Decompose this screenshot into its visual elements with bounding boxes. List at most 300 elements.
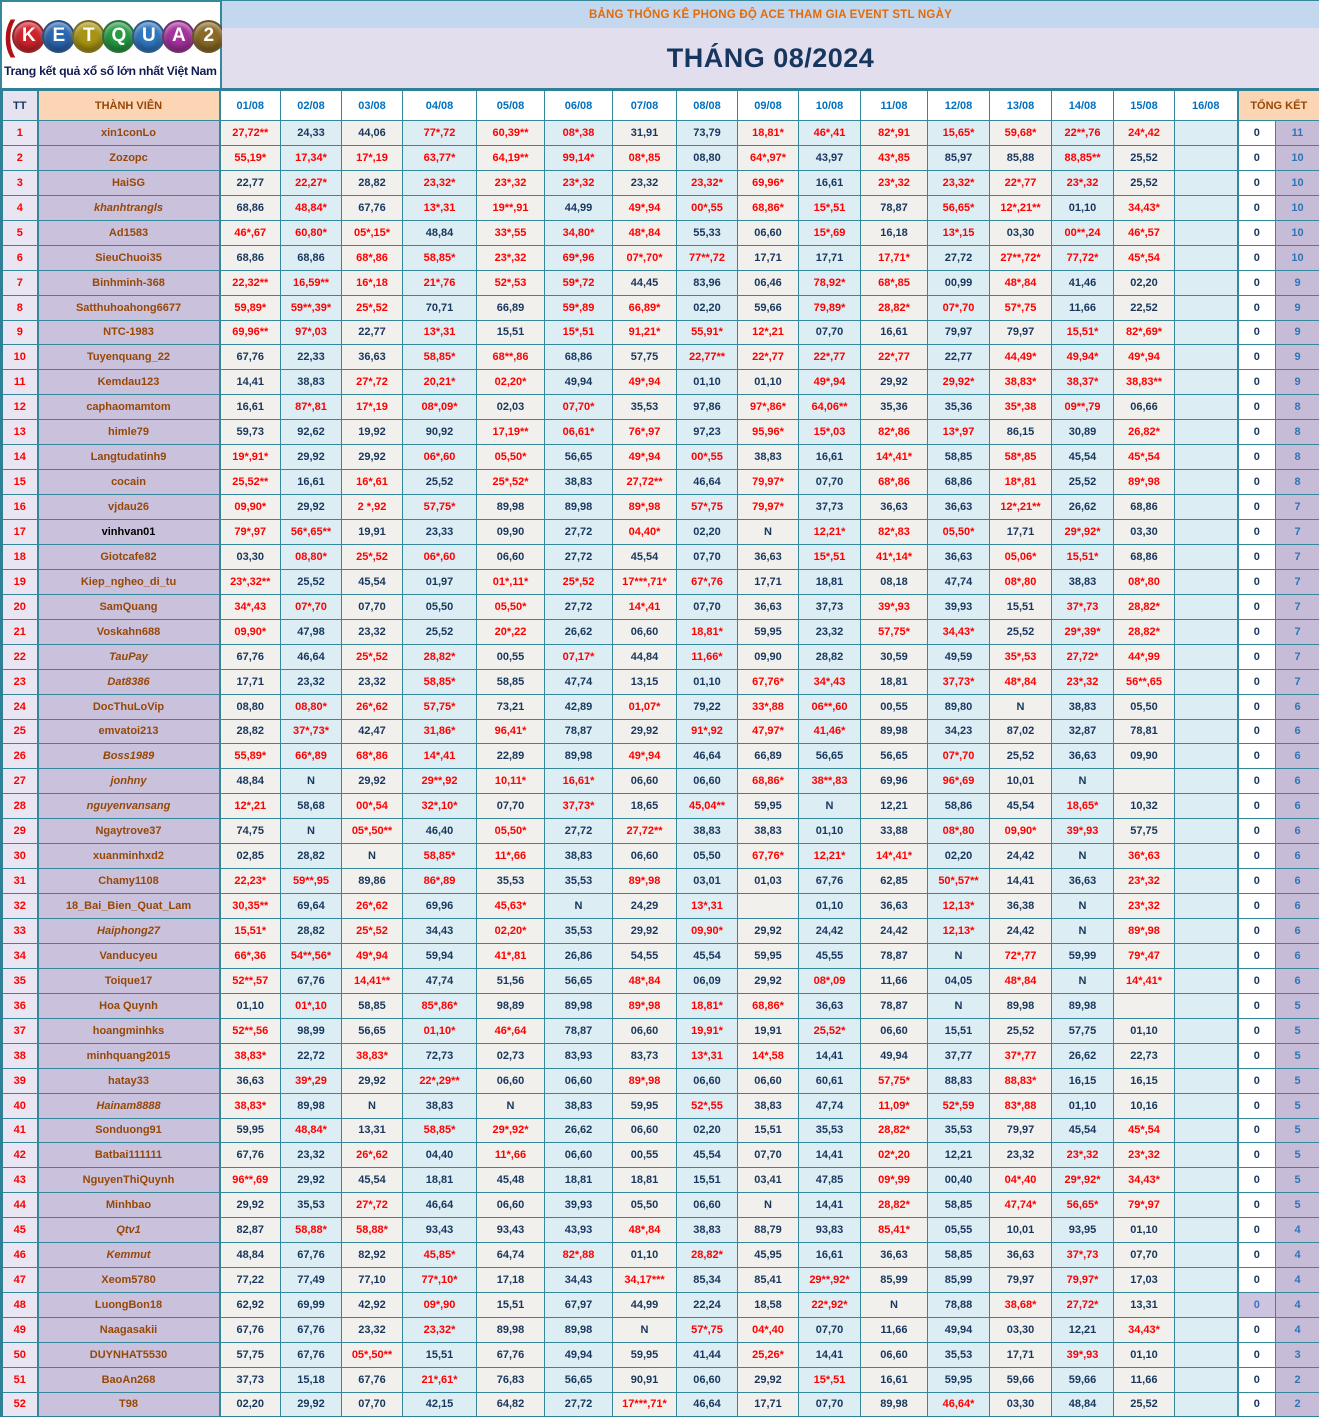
score-cell [545,420,613,445]
score-value: 11,09* [878,1099,910,1112]
score-cell [477,220,545,245]
score-value: 06,60 [630,775,659,788]
zero-cell: 0 [1238,769,1276,794]
member-name: DUYNHAT5530 [38,1342,220,1367]
score-cell [990,295,1052,320]
score-value: 18,81* [691,625,723,638]
score-value: 64*,97* [749,151,787,164]
score-value: 34,23 [944,725,973,738]
score-cell [403,270,477,295]
score-cell [477,445,545,470]
score-value: 49,94* [1066,351,1099,364]
table-row [2,520,1319,545]
score-value: 46,64 [425,1199,454,1212]
score-cell [990,1367,1052,1392]
score-cell [677,594,738,619]
score-cell [677,170,738,195]
score-value: 68*,85 [878,276,910,289]
score-cell [990,470,1052,495]
score-cell [403,1168,477,1193]
score-cell [677,270,738,295]
score-value: 24,42 [880,924,908,937]
table-row [2,769,1319,794]
score-value: 25,52 [1068,476,1097,489]
score-cell [545,569,613,594]
score-cell [1175,993,1238,1018]
score-cell [928,295,990,320]
score-cell [1052,894,1114,919]
row-number: 24 [2,694,38,719]
score-value: 23,32* [423,176,456,189]
score-cell [1175,445,1238,470]
score-cell [1175,1043,1238,1068]
total-cell: 10 [1276,245,1319,270]
score-value: 27,72 [944,251,973,264]
score-cell [799,968,861,993]
score-cell [281,594,342,619]
score-cell [220,694,281,719]
score-cell [613,794,677,819]
score-value: 45,54 [358,1174,386,1187]
score-value: 06,60 [693,1373,721,1386]
zero-cell: 0 [1238,195,1276,220]
score-value: 52**,57 [232,974,269,987]
score-cell [281,1367,342,1392]
score-cell [677,943,738,968]
score-value: 21*,76 [423,276,456,289]
total-cell: 9 [1276,270,1319,295]
score-cell [990,1168,1052,1193]
score-value: 37*,73 [1066,600,1099,613]
score-cell [1052,869,1114,894]
score-cell [861,445,928,470]
score-value: 24,42 [1006,850,1035,863]
score-cell [1175,794,1238,819]
score-cell [1052,370,1114,395]
score-cell [990,145,1052,170]
score-value: 10,01 [1006,1224,1035,1237]
score-cell [677,1143,738,1168]
score-cell [990,794,1052,819]
score-value: 85,88 [1006,151,1035,164]
score-cell [677,1318,738,1343]
score-cell [220,769,281,794]
score-cell [1175,320,1238,345]
table-row [2,145,1319,170]
score-value: 19,92 [358,426,386,439]
total-cell: 6 [1276,719,1319,744]
score-cell [799,669,861,694]
column-header-date-16-08: 16/08 [1175,90,1238,121]
score-cell [928,1218,990,1243]
score-value: 02,20 [944,850,973,863]
score-cell [928,520,990,545]
score-cell [613,844,677,869]
score-cell [990,869,1052,894]
score-value: 24,33 [297,126,325,139]
score-value: 67,97 [564,1299,593,1312]
score-value: 27,72** [232,126,269,139]
score-cell [342,420,403,445]
score-value: 79*,97 [234,525,267,538]
row-number: 33 [2,919,38,944]
score-value: 45,55 [815,949,844,962]
score-cell [281,370,342,395]
score-value: 07,70 [815,326,844,339]
score-cell [1114,1168,1175,1193]
score-cell [738,719,799,744]
score-cell [1114,170,1175,195]
score-cell [1052,819,1114,844]
score-value: 12,21 [1068,1323,1097,1336]
score-cell [1052,594,1114,619]
score-cell [1114,145,1175,170]
zero-cell: 0 [1238,270,1276,295]
table-row [2,445,1319,470]
total-cell: 7 [1276,619,1319,644]
zero-cell: 0 [1238,993,1276,1018]
score-value: 93,83 [815,1224,844,1237]
score-value: 45*,54 [1128,251,1160,264]
score-cell [342,968,403,993]
site-logo [0,0,222,88]
score-cell [281,295,342,320]
row-number: 38 [2,1043,38,1068]
score-cell [545,694,613,719]
score-cell [861,1268,928,1293]
member-name: NTC-1983 [38,320,220,345]
score-value: 37,77 [944,1049,973,1062]
score-value: 74,75 [236,825,265,838]
score-value: 45,54 [1006,800,1035,813]
score-value: 29,92 [358,1074,386,1087]
score-cell [613,145,677,170]
score-value: 16,61 [236,401,265,414]
score-value: 36,63 [358,351,386,364]
score-cell [403,470,477,495]
score-cell [477,769,545,794]
total-cell: 4 [1276,1218,1319,1243]
score-value: 30,59 [880,650,908,663]
row-number: 46 [2,1243,38,1268]
score-value: 08,80 [693,151,721,164]
score-value: 08,80* [295,700,327,713]
score-value: 22*,77 [878,351,910,364]
score-cell [738,420,799,445]
zero-cell: 0 [1238,420,1276,445]
score-value: 32*,10* [421,800,458,813]
table-row [2,894,1319,919]
table-row [2,1043,1319,1068]
score-value: 36,63 [944,550,973,563]
score-value: 16,59** [292,276,330,289]
score-cell [220,968,281,993]
score-cell [738,1243,799,1268]
score-value: 68,86* [752,999,784,1012]
score-cell [799,1068,861,1093]
score-value: 08*,38 [562,126,595,139]
score-value: 59,94 [425,949,454,962]
score-cell [799,1093,861,1118]
score-cell [990,993,1052,1018]
total-cell: 5 [1276,1193,1319,1218]
table-row [2,943,1319,968]
score-value: 06,60 [880,1348,908,1361]
score-value: 59,66 [1068,1373,1097,1386]
score-value: 34,43 [425,924,454,937]
score-value: 12*,21** [1000,501,1041,514]
score-cell [545,1367,613,1392]
member-name: Sonduong91 [38,1118,220,1143]
score-value: 67,76 [236,1323,265,1336]
score-cell [403,619,477,644]
score-value: 52**,56 [232,1024,269,1037]
score-cell [1052,1392,1114,1417]
score-cell [403,919,477,944]
score-cell [342,345,403,370]
score-cell [799,1293,861,1318]
score-value: 44,99 [630,1299,659,1312]
score-value: 02*,20 [878,1149,910,1162]
score-value: 22,73 [1130,1049,1158,1062]
score-value: 24,42 [1006,924,1035,937]
score-cell [799,420,861,445]
score-value: 17,18 [496,1274,525,1287]
score-value: 91*,92 [691,725,723,738]
score-cell [861,1068,928,1093]
score-value: 54**,56* [290,949,332,962]
score-cell [738,1018,799,1043]
score-value: 12*,21** [1000,201,1041,214]
score-cell [990,1118,1052,1143]
score-value: 49,59 [944,650,973,663]
score-cell [545,844,613,869]
score-cell [1114,819,1175,844]
score-value: 79,97* [1066,1274,1099,1287]
score-cell [1052,1342,1114,1367]
score-cell [342,569,403,594]
score-value: 13*,15 [942,226,975,239]
score-value: 49,94 [880,1049,908,1062]
score-cell [738,1143,799,1168]
score-value: 06,66 [1130,401,1158,414]
score-value: 01,10 [1068,1099,1097,1112]
score-cell [1175,195,1238,220]
score-value: 13*,97 [942,426,975,439]
score-value: 18,81 [815,575,844,588]
score-value: 46,64 [297,650,325,663]
score-value: 09,90* [691,924,723,937]
score-value: 68,86 [236,251,265,264]
row-number: 40 [2,1093,38,1118]
score-cell [613,869,677,894]
score-value: 89*,98 [628,875,661,888]
score-value: 22,72 [297,1049,325,1062]
score-value: 83,73 [630,1049,659,1062]
score-value: 41,46 [1068,276,1097,289]
member-name: hoangminhks [38,1018,220,1043]
score-value: 23,32 [815,625,844,638]
score-cell [477,520,545,545]
score-cell [1175,968,1238,993]
score-value: 67,76 [815,875,844,888]
score-cell [677,544,738,569]
score-value: 25*,52 [356,550,388,563]
score-value: 18,81 [880,675,908,688]
total-cell: 7 [1276,594,1319,619]
score-value: 14,41 [815,1348,844,1361]
zero-cell: 0 [1238,594,1276,619]
score-cell [677,894,738,919]
column-header-row [2,90,1319,121]
row-number: 18 [2,544,38,569]
score-value: 24,29 [630,900,659,913]
total-cell: 10 [1276,220,1319,245]
score-cell [342,445,403,470]
score-value: 36,63 [1068,750,1097,763]
score-cell [403,245,477,270]
score-value: 22,33 [297,351,325,364]
score-cell [799,694,861,719]
score-value: 01,10 [1130,1024,1158,1037]
score-value: 58,85 [944,451,973,464]
row-number: 47 [2,1268,38,1293]
score-value: 98,99 [297,1024,325,1037]
score-cell [990,569,1052,594]
total-cell: 10 [1276,195,1319,220]
score-cell [990,844,1052,869]
score-value: 01,97 [425,575,454,588]
score-cell [281,495,342,520]
score-value: 36,63 [944,501,973,514]
score-value: 08*,80 [1128,575,1160,588]
score-value: 28,82 [236,725,265,738]
score-cell [1052,1068,1114,1093]
score-cell [613,619,677,644]
score-cell [738,195,799,220]
score-value: 06,60 [754,1074,782,1087]
score-cell [738,1193,799,1218]
score-cell [477,1118,545,1143]
score-cell [613,1018,677,1043]
score-value: 06,60 [564,1074,593,1087]
score-value: 03,30 [236,550,265,563]
score-value: 23,32 [1006,1149,1035,1162]
score-cell [861,894,928,919]
score-value: 34,17*** [624,1274,665,1287]
score-cell [990,270,1052,295]
score-value: 25,52 [1006,625,1035,638]
score-cell [738,145,799,170]
score-cell [545,1043,613,1068]
score-value: 06,60 [496,1074,525,1087]
score-cell [799,445,861,470]
score-value: 88,85** [1064,151,1101,164]
score-value: 23,32 [297,1149,325,1162]
score-cell [990,819,1052,844]
score-cell [545,544,613,569]
score-value: 38,83 [693,825,721,838]
score-cell [545,1218,613,1243]
score-cell [281,1018,342,1043]
score-value: 58,85 [496,675,525,688]
score-value: 46,64 [693,476,721,489]
zero-cell: 0 [1238,1068,1276,1093]
score-value: N [954,999,963,1012]
score-cell [477,1068,545,1093]
score-cell [1052,1318,1114,1343]
score-value: 49*,94 [628,750,661,763]
score-value: 01,07* [628,700,661,713]
score-cell [1052,320,1114,345]
score-cell [613,220,677,245]
score-cell [613,669,677,694]
score-value: 00*,55 [691,201,723,214]
table-row [2,420,1319,445]
score-cell [613,495,677,520]
column-header-date-07-08: 07/08 [613,90,677,121]
score-cell [342,1143,403,1168]
score-value: 50*,57** [938,875,979,888]
score-value: 79*,97 [1128,1199,1160,1212]
score-value: 15*,69 [813,226,846,239]
score-value: 01,10 [815,825,844,838]
score-cell [1114,1018,1175,1043]
score-value: 11*,66 [494,850,527,863]
score-value: 03,01 [693,875,721,888]
score-value: 67,76 [236,1149,265,1162]
score-cell [281,869,342,894]
score-cell [281,619,342,644]
score-cell [738,544,799,569]
score-cell [738,1043,799,1068]
score-value: 46,40 [425,825,454,838]
score-value: 22*,29** [419,1074,460,1087]
score-value: 13,31 [1130,1299,1158,1312]
score-value: 34,43* [1128,1174,1160,1187]
member-name: Chamy1108 [38,869,220,894]
score-cell [861,320,928,345]
zero-cell: 0 [1238,943,1276,968]
member-name: Binhminh-368 [38,270,220,295]
score-cell [403,769,477,794]
score-cell [545,794,613,819]
score-value: 28,82 [358,176,386,189]
row-number: 43 [2,1168,38,1193]
score-cell [281,1218,342,1243]
score-value: 24*,42 [1128,126,1160,139]
score-value: 29,92 [358,451,386,464]
column-header-date-01-08: 01/08 [220,90,281,121]
score-cell [738,1118,799,1143]
score-value: 38,83 [754,825,782,838]
score-value: 46*,41 [813,126,846,139]
score-cell [403,1293,477,1318]
score-value: 59,95 [754,625,782,638]
zero-cell: 0 [1238,395,1276,420]
score-value: 15,51 [1006,600,1035,613]
score-cell [342,993,403,1018]
score-value: 07,70 [358,1398,386,1411]
column-header-tt: TT [2,90,38,121]
score-cell [677,370,738,395]
score-cell [342,1243,403,1268]
score-cell [677,220,738,245]
score-value: 69,96* [752,176,784,189]
score-value: 13*,31 [691,900,723,913]
score-cell [281,943,342,968]
member-name: LuongBon18 [38,1293,220,1318]
